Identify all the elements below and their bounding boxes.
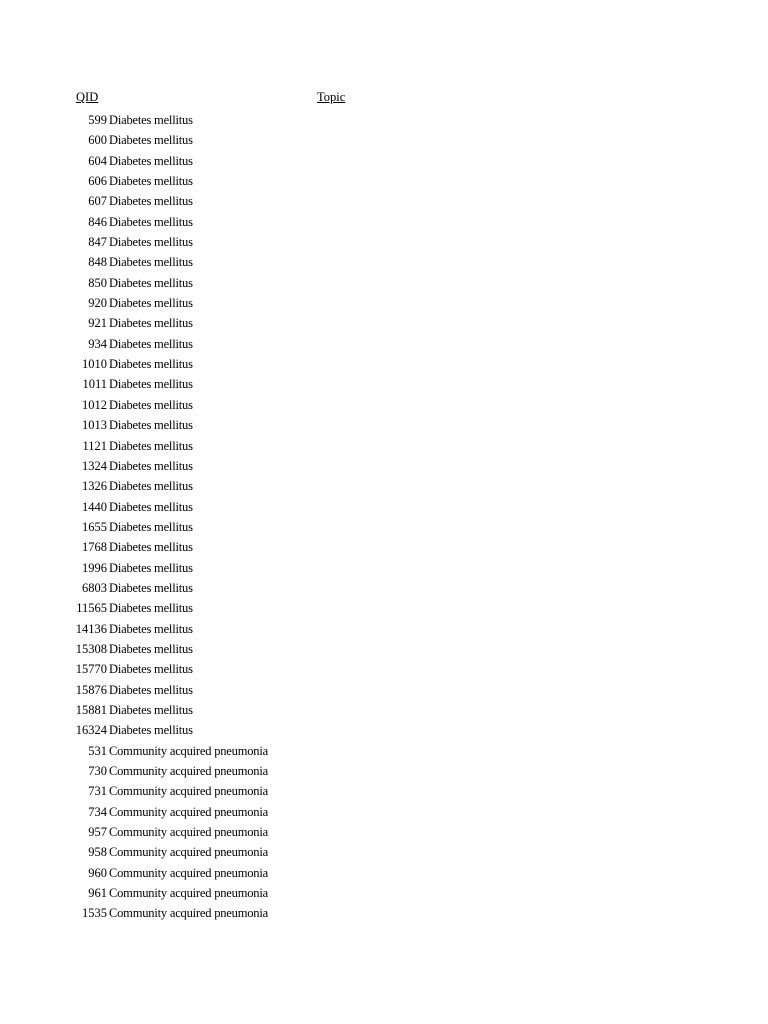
qid-cell: 1324 [82, 458, 107, 473]
table-row [0, 334, 768, 354]
qid-cell: 957 [88, 825, 107, 840]
topic-cell: Diabetes mellitus [109, 540, 193, 555]
table-row [0, 374, 768, 394]
table-row [0, 517, 768, 537]
qid-cell: 1121 [82, 438, 107, 453]
qid-cell: 1011 [82, 377, 107, 392]
topic-cell: Diabetes mellitus [109, 519, 193, 534]
table-header [0, 90, 768, 110]
topic-cell: Diabetes mellitus [109, 153, 193, 168]
table-row [0, 313, 768, 333]
topic-cell: Community acquired pneumonia [109, 906, 268, 921]
table-row [0, 598, 768, 618]
topic-cell: Diabetes mellitus [109, 580, 193, 595]
qid-cell: 604 [88, 153, 107, 168]
qid-cell: 921 [88, 316, 107, 331]
topic-cell: Diabetes mellitus [109, 702, 193, 717]
topic-cell: Diabetes mellitus [109, 601, 193, 616]
qid-cell: 1440 [82, 499, 107, 514]
qid-cell: 1010 [82, 357, 107, 372]
topic-cell: Diabetes mellitus [109, 194, 193, 209]
table-row [0, 252, 768, 272]
table-row [0, 110, 768, 130]
table-row [0, 130, 768, 150]
table-row [0, 639, 768, 659]
topic-cell: Diabetes mellitus [109, 438, 193, 453]
qid-cell: 730 [88, 764, 107, 778]
table-row [0, 822, 768, 842]
topic-cell: Diabetes mellitus [109, 133, 193, 148]
qid-cell: 15881 [75, 702, 107, 717]
topic-cell: Diabetes mellitus [109, 316, 193, 331]
table-row [0, 456, 768, 476]
qid-cell: 1013 [82, 418, 107, 433]
qid-cell: 731 [88, 784, 107, 799]
topic-cell: Community acquired pneumonia [109, 886, 268, 901]
qid-cell: 15770 [75, 662, 107, 677]
table-row [0, 293, 768, 313]
table-row [0, 151, 768, 171]
table-row [0, 212, 768, 232]
qid-cell: 960 [88, 865, 107, 880]
topic-cell: Diabetes mellitus [109, 296, 193, 311]
table-row [0, 741, 768, 761]
table-body [0, 110, 768, 924]
qid-cell: 958 [88, 845, 107, 860]
table-row [0, 354, 768, 374]
topic-cell: Diabetes mellitus [109, 641, 193, 656]
topic-cell: Community acquired pneumonia [109, 845, 268, 860]
qid-cell: 1535 [82, 906, 107, 921]
topic-cell: Community acquired pneumonia [109, 784, 268, 799]
table-row [0, 578, 768, 598]
qid-cell: 1996 [82, 560, 107, 575]
table-row [0, 415, 768, 435]
topic-cell: Diabetes mellitus [109, 479, 193, 494]
qid-cell: 920 [88, 296, 107, 311]
table-row [0, 863, 768, 883]
qid-cell: 531 [88, 743, 107, 758]
topic-cell: Diabetes mellitus [109, 682, 193, 697]
column-header-qid: QID [76, 90, 99, 104]
table-row [0, 680, 768, 700]
table-row [0, 842, 768, 862]
topic-cell: Diabetes mellitus [109, 275, 193, 290]
topic-cell: Diabetes mellitus [109, 397, 193, 412]
topic-cell: Diabetes mellitus [109, 458, 193, 473]
qid-cell: 1655 [82, 519, 107, 534]
topic-cell: Diabetes mellitus [109, 214, 193, 229]
qid-cell: 848 [88, 255, 107, 270]
qid-cell: 600 [88, 133, 107, 148]
topic-cell: Diabetes mellitus [109, 174, 193, 189]
topic-cell: Community acquired pneumonia [109, 825, 268, 840]
table-row [0, 476, 768, 496]
table-row [0, 171, 768, 191]
qid-cell: 15876 [75, 682, 107, 697]
qid-cell: 16324 [75, 723, 107, 738]
table-row [0, 761, 768, 781]
table-row [0, 619, 768, 639]
topic-cell: Community acquired pneumonia [109, 764, 268, 778]
topic-cell: Diabetes mellitus [109, 621, 193, 636]
topic-cell: Diabetes mellitus [109, 499, 193, 514]
qid-cell: 1768 [82, 540, 107, 555]
topic-cell: Diabetes mellitus [109, 336, 193, 351]
qid-cell: 934 [88, 336, 107, 351]
topic-cell: Diabetes mellitus [109, 113, 193, 127]
table-row [0, 232, 768, 252]
qid-cell: 11565 [76, 601, 107, 616]
topic-cell: Diabetes mellitus [109, 255, 193, 270]
table-row [0, 883, 768, 903]
qid-cell: 15308 [75, 641, 107, 656]
qid-cell: 606 [88, 174, 107, 189]
qid-cell: 1326 [82, 479, 107, 494]
table-row [0, 720, 768, 740]
qid-cell: 1012 [82, 397, 107, 412]
table-row [0, 903, 768, 923]
table-row [0, 273, 768, 293]
table-row [0, 802, 768, 822]
table-row [0, 436, 768, 456]
topic-cell: Diabetes mellitus [109, 723, 193, 738]
table-row [0, 497, 768, 517]
table-row [0, 537, 768, 557]
topic-cell: Diabetes mellitus [109, 560, 193, 575]
qid-cell: 14136 [75, 621, 107, 636]
table-row [0, 558, 768, 578]
topic-cell: Diabetes mellitus [109, 235, 193, 250]
qid-cell: 6803 [82, 580, 107, 595]
table-row [0, 781, 768, 801]
qid-cell: 734 [88, 804, 107, 819]
table-row [0, 395, 768, 415]
topic-cell: Community acquired pneumonia [109, 743, 268, 758]
table-row [0, 700, 768, 720]
qid-cell: 850 [88, 275, 107, 290]
table-row [0, 191, 768, 211]
qid-cell: 847 [88, 235, 107, 250]
topic-cell: Diabetes mellitus [109, 662, 193, 677]
column-header-topic: Topic [317, 90, 346, 104]
topic-cell: Diabetes mellitus [109, 357, 193, 372]
topic-cell: Diabetes mellitus [109, 418, 193, 433]
qid-cell: 961 [88, 886, 107, 901]
topic-cell: Community acquired pneumonia [109, 865, 268, 880]
topic-cell: Community acquired pneumonia [109, 804, 268, 819]
qid-cell: 599 [88, 113, 107, 127]
topic-cell: Diabetes mellitus [109, 377, 193, 392]
qid-cell: 846 [88, 214, 107, 229]
table-row [0, 659, 768, 679]
qid-cell: 607 [88, 194, 107, 209]
